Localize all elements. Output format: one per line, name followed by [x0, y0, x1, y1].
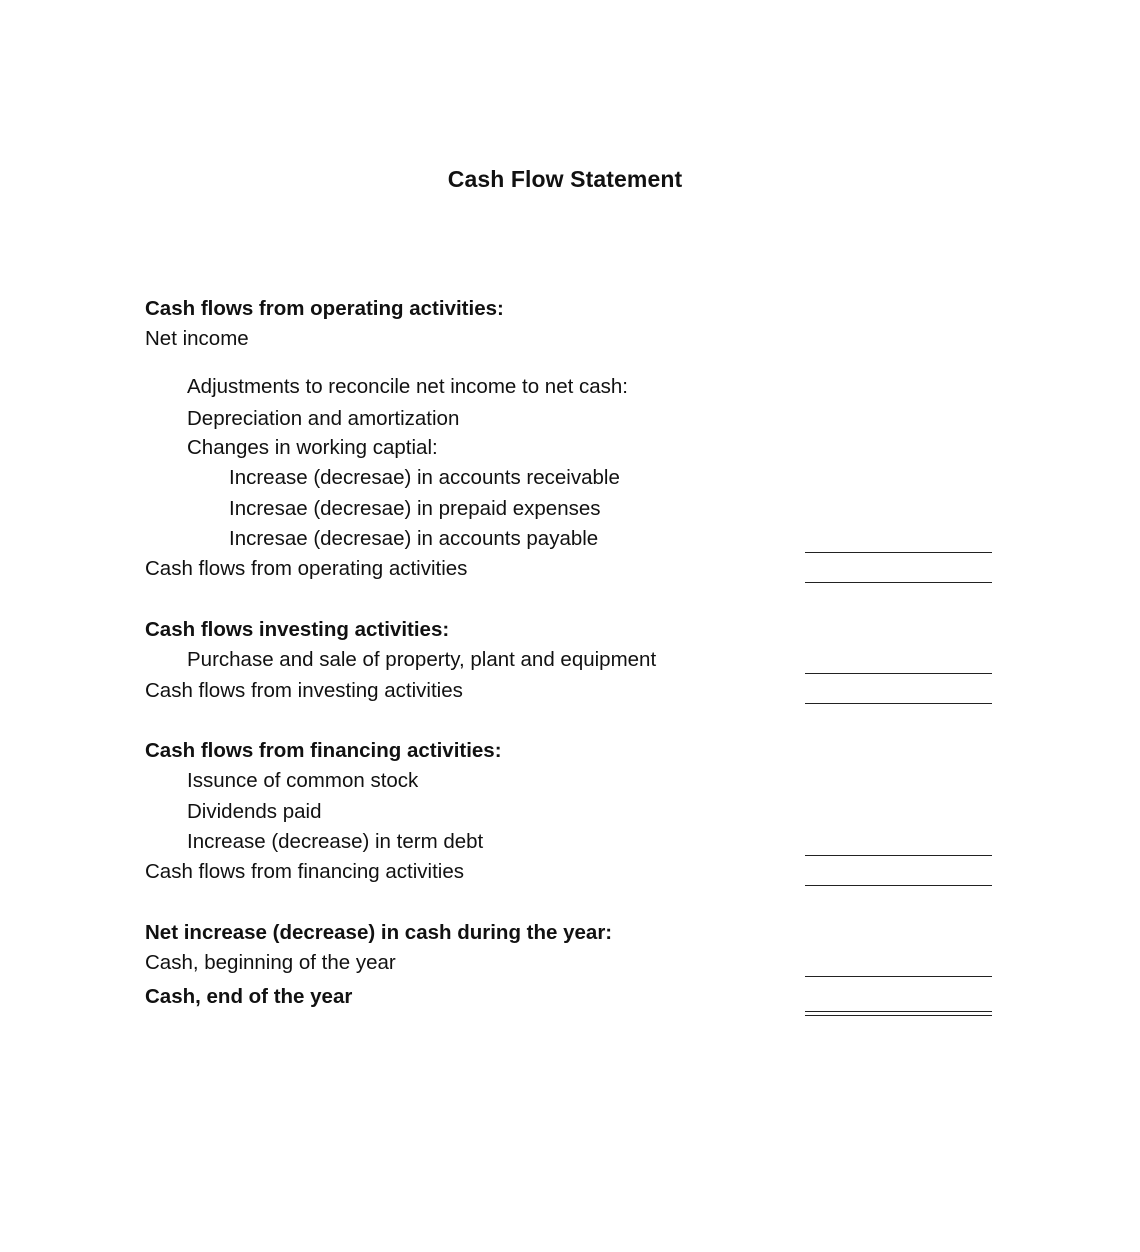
accounts-payable-label: Incresae (decresae) in accounts payable: [229, 527, 599, 550]
operating-total-label: Cash flows from operating activities: [145, 557, 468, 580]
depreciation-label: Depreciation and amortization: [187, 407, 460, 430]
financing-total-rule: [805, 885, 992, 886]
cash-ending-label: Cash, end of the year: [145, 985, 353, 1008]
ppe-label: Purchase and sale of property, plant and equipment: [187, 648, 657, 671]
operating-section-heading: Cash flows from operating activities:: [145, 297, 504, 320]
investing-section-heading: Cash flows investing activities:: [145, 618, 450, 641]
common-stock-label: Issunce of common stock: [187, 769, 419, 792]
financing-subtotal-rule: [805, 855, 992, 856]
operating-subtotal-rule: [805, 552, 992, 553]
net-change-heading: Net increase (decrease) in cash during the year:: [145, 921, 613, 944]
cash-ending-double-rule: [805, 1011, 992, 1016]
cash-beginning-label: Cash, beginning of the year: [145, 951, 396, 974]
working-capital-heading: Changes in working captial:: [187, 436, 438, 459]
term-debt-label: Increase (decrease) in term debt: [187, 830, 484, 853]
investing-subtotal-rule: [805, 673, 992, 674]
prepaid-expenses-label: Incresae (decresae) in prepaid expenses: [229, 497, 601, 520]
cash-beginning-rule: [805, 976, 992, 977]
adjustments-heading: Adjustments to reconcile net income to net cash:: [187, 375, 628, 398]
page-title: Cash Flow Statement: [447, 166, 683, 192]
financing-section-heading: Cash flows from financing activities:: [145, 739, 502, 762]
operating-total-rule: [805, 582, 992, 583]
investing-total-rule: [805, 703, 992, 704]
net-income-label: Net income: [145, 327, 249, 350]
accounts-receivable-label: Increase (decresae) in accounts receivable: [229, 466, 620, 489]
financing-total-label: Cash flows from financing activities: [145, 860, 465, 883]
dividends-label: Dividends paid: [187, 800, 322, 823]
investing-total-label: Cash flows from investing activities: [145, 679, 463, 702]
